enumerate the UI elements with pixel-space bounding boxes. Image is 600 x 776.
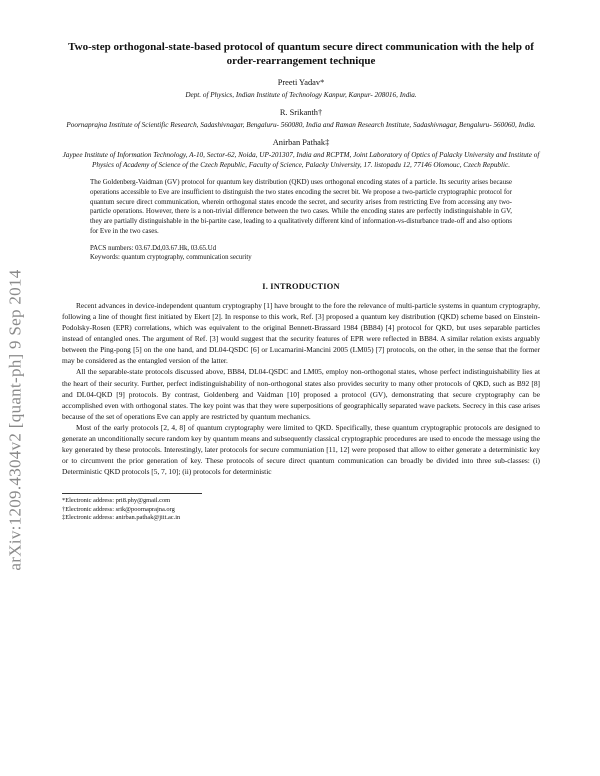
abstract: The Goldenberg-Vaidman (GV) protocol for quantum key distribution (QKD) uses orthogonal encoding states of a particle. Its security arises because operations accessible to Eve are insufficient to distinguish the two states encoding the secret bit. We propose a two-particle cryptographic protocol for quantum secure direct communication, wherein orthogonal states encode the secret, and security arises from restricting Eve from accessing any two-particle operations. However, there is a non-trivial difference between the two cases. While the encoding states are perfectly indistinguishable in GV, they are partially distinguishable in the bi-partite case, leading to a qualitatively different kind of information-vs-disturbance trade-off and also options for Eve in the two cases. xyxy=(90,178,512,235)
footnote-1: *Electronic address: pri8.phy@gmail.com xyxy=(62,496,171,504)
author-block-3 xyxy=(62,138,540,170)
paper-metadata xyxy=(90,244,512,262)
paper-title: Two-step orthogonal-state-based protocol of quantum secure direct communication with the help of order-rearrangement technique xyxy=(68,41,534,67)
body-paragraph-2: All the separable-state protocols discussed above, BB84, DL04-QSDC and LM05, employ non-orthogonal states, whose perfect indistinguishability lies at the heart of their security. Further, perfect indistinguishability of non-orthogonal states also provides security to many other protocols of QKD, such as B92 [8] and DL04-QKD [9] protocols. By contrast, Goldenberg and Vaidman [10] proposed a protocol (GV), demonstrating that secure cryptography can be accomplished even with orthogonal states. The key point was that they were superpositions of geographically separated wave packets. Secrecy in this case arises because of the set of operations Eve can apply are restricted by quantum mechanics. xyxy=(62,367,540,421)
author-affiliation: Dept. of Physics, Indian Institute of Technology Kanpur, Kanpur- 208016, India. xyxy=(185,91,417,99)
footnote-3: ‡Electronic address: anirban.pathak@jiit.ac.in xyxy=(62,514,181,522)
author-affiliation: Poornaprajna Institute of Scientific Research, Sadashivnagar, Bengaluru- 560080, India and Raman Research Institute, Sadashivnagar, Bengaluru- 560060, India. xyxy=(66,121,536,129)
body-paragraph-1: Recent advances in device-independent quantum cryptography [1] have brought to the fore the relevance of multi-particle systems in quantum cryptography, following a line of thought first initiated by Ekert [2]. In response to this work, Ref. [3] proposed a quantum key distribution (QKD) scheme based on Einstein-Podolsky-Rosen (EPR) correlations, which was equivalent to the original Bennett-Brassard 1984 (BB84) [4] protocol for QKD, but uses separable particles instead of entangled ones. The argument of Ref. [3] would suggest that the security features of EPR were reflected in BB84. A similar relation exists arguably between the Ping-pong [5] on the one hand, and DL04-QSDC [6] or Lucamarini-Mancini 2005 (LM05) [7] protocols, on the other, in the sense that the former may be considered as the entangled version of the latter. xyxy=(62,301,540,366)
author-name: R. Srikanth† xyxy=(279,108,323,117)
body-paragraph-3: Most of the early protocols [2, 4, 8] of quantum cryptography were limited to QKD. Specifically, these quantum cryptographic protocols are designed to generate an unconditionally secure random key by quantum means and subsequently classical cryptographic procedures are used to encode the message using the key generated by these protocols. Interestingly, later protocols for secure communiation [11, 12] were proposed that allow to either generate a deterministic key or to circumvent the prior generation of key. These protocols of secure direct quantum communication can broadly be divided into three sub-classes: (i) Deterministic QKD protocols [5, 7, 10]; (ii) protocols for deterministic xyxy=(62,422,540,476)
author-block-1 xyxy=(62,78,540,100)
footnote-divider xyxy=(62,493,202,494)
paper-page xyxy=(62,40,540,523)
author-affiliation: Jaypee Institute of Information Technology, A-10, Sector-62, Noida, UP-201307, India and RCPTM, Joint Laboratory of Optics of Palacky University and Institute of Physics of Academy of Science of the Czech Republic, Faculty of Science, Palacky University, 17. listopadu 12, 77146 Olomouc, Czech Republic. xyxy=(62,151,540,169)
section-heading: I. INTRODUCTION xyxy=(262,282,340,292)
footnote-2: †Electronic address: srik@poornaprajna.org xyxy=(62,505,175,513)
keywords: Keywords: quantum cryptography, communication security xyxy=(90,253,252,261)
arxiv-identifier-text: arXiv:1209.4304v2 [quant-ph] 9 Sep 2014 xyxy=(6,269,26,571)
pacs-numbers: PACS numbers: 03.67.Dd,03.67.Hk, 03.65.Ud xyxy=(90,244,217,252)
author-name: Anirban Pathak‡ xyxy=(272,138,330,147)
author-name: Preeti Yadav* xyxy=(277,78,325,87)
arxiv-identifier xyxy=(2,210,30,630)
author-block-2 xyxy=(62,108,540,130)
